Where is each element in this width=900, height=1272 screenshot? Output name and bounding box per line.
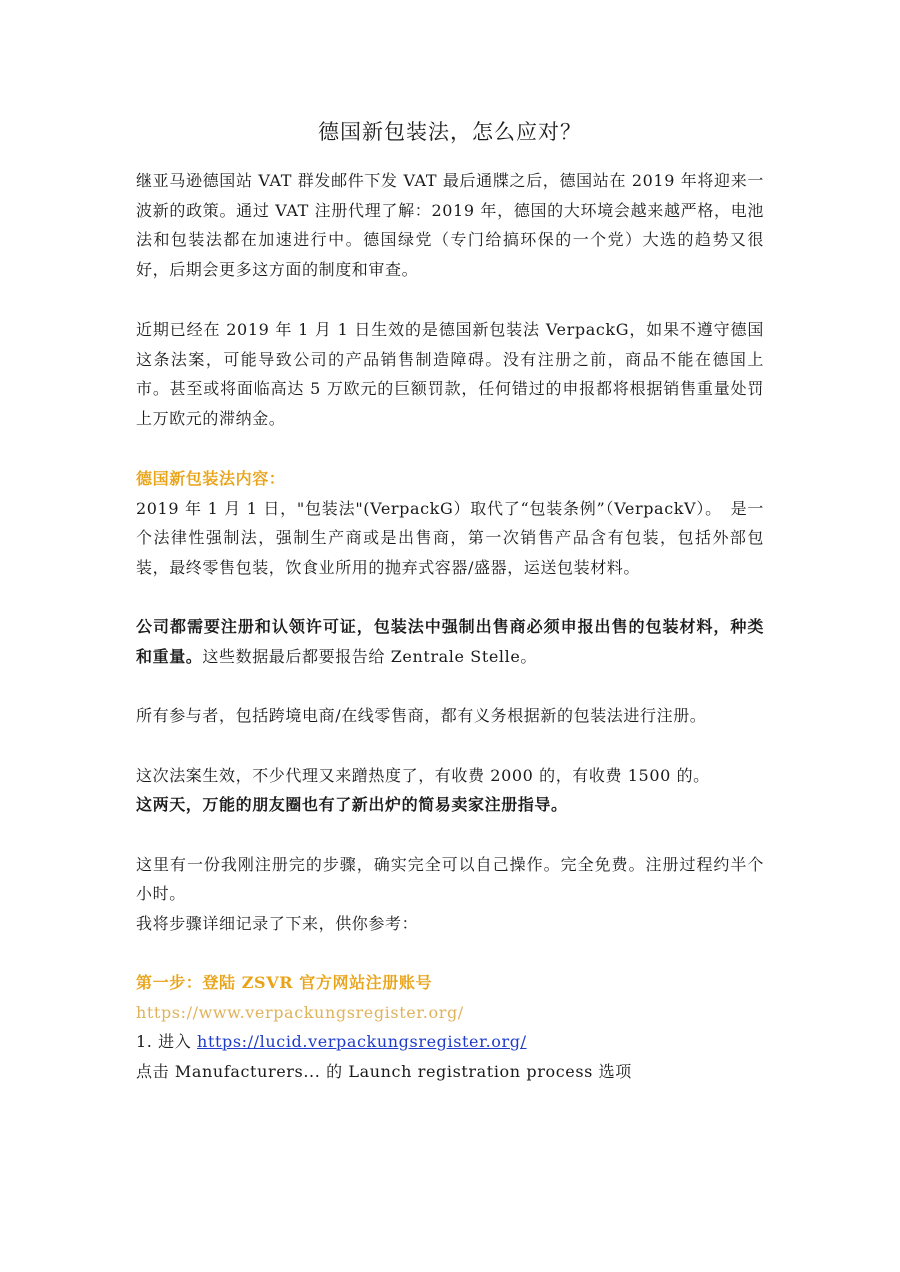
step1-url-line (136, 998, 764, 1028)
document-title: 德国新包装法，怎么应对？ (318, 120, 582, 144)
step1-item-prefix: 1. 进入 (136, 1032, 198, 1051)
paragraph-registration-requirement (136, 612, 764, 671)
lucid-register-link[interactable]: https://lucid.verpackungsregister.org/ (197, 1032, 527, 1051)
bold-requirement-text: 公司都需要注册和认领许可证，包装法中强制出售商必须申报出售的包装材料，种类和重量。 (136, 617, 764, 666)
document-page (136, 112, 764, 1086)
step1-item (136, 1027, 764, 1057)
zsvr-website-link[interactable]: https://www.verpackungsregister.org/ (136, 1002, 464, 1022)
paragraph-law-content: 2019 年 1 月 1 日，"包装法"(VerpackG）取代了“包装条例”（VerpackV）。 是一个法律性强制法，强制生产商或是出售商，第一次销售产品含有包装，包括外部包装，最终零售包装，饮食业所用的抛弃式容器/盛器，运送包装材料。 (136, 498, 764, 577)
paragraph-friends-circle: 这两天，万能的朋友圈也有了新出炉的简易卖家注册指导。 (136, 795, 568, 814)
step1-click-instruction: 点击 Manufacturers... 的 Launch registration process 选项 (136, 1061, 632, 1081)
paragraph-intro: 继亚马逊德国站 VAT 群发邮件下发 VAT 最后通牒之后，德国站在 2019 年将迎来一波新的政策。通过 VAT 注册代理了解：2019 年，德国的大环境会越来越严格，电池法和包装法都在加速进行中。德国绿党（专门给搞环保的一个党）大选的趋势又很好，后期会更多这方面的制度和审查。 (136, 171, 764, 279)
paragraph-steps-note: 我将步骤详细记录了下来，供你参考： (136, 913, 419, 933)
section-heading-content: 德国新包装法内容： (136, 469, 286, 488)
paragraph-verpackg: 近期已经在 2019 年 1 月 1 日生效的是德国新包装法 VerpackG，如果不遵守德国这条法案，可能导致公司的产品销售制造障碍。没有注册之前，商品不能在德国上市。甚至或将面临高达 5 万欧元的巨额罚款，任何错过的申报都将根据销售重量处罚上万欧元的滞纳金。 (136, 320, 764, 428)
step1-heading: 第一步：登陆 ZSVR 官方网站注册账号 (136, 973, 433, 992)
paragraph-steps-intro: 这里有一份我刚注册完的步骤，确实完全可以自己操作。完全免费。注册过程约半个小时。 (136, 854, 764, 903)
paragraph-agent-fees: 这次法案生效，不少代理又来蹭热度了，有收费 2000 的，有收费 1500 的。 (136, 765, 710, 785)
requirement-report-text: 这些数据最后都要报告给 Zentrale Stelle。 (202, 646, 538, 666)
paragraph-participants: 所有参与者，包括跨境电商/在线零售商，都有义务根据新的包装法进行注册。 (136, 706, 707, 725)
